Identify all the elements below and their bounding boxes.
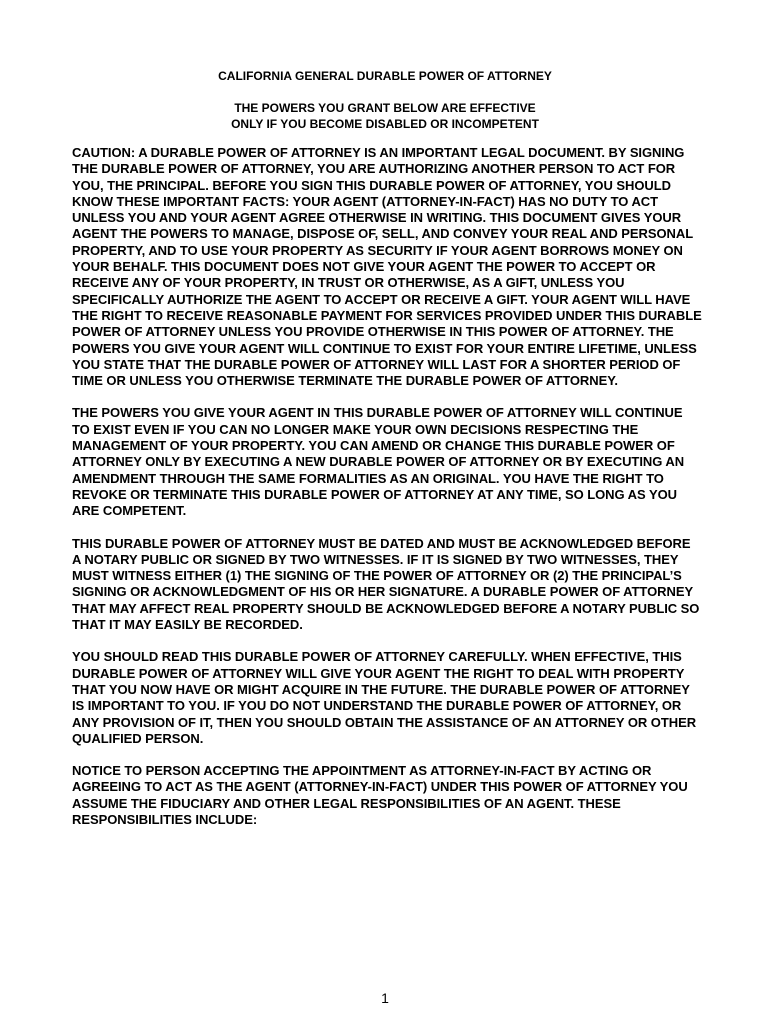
document-body — [72, 145, 702, 844]
page-number: 1 — [381, 990, 389, 1006]
read-carefully-paragraph: YOU SHOULD READ THIS DURABLE POWER OF ATTORNEY CAREFULLY. WHEN EFFECTIVE, THIS DURABLE POWER OF ATTORNEY WILL GIVE YOUR AGENT THE RIGHT TO DEAL WITH PROPERTY THAT YOU NOW HAVE OR MIGHT ACQUIRE IN THE FUTURE. THE DURABLE POWER OF ATTORNEY IS IMPORTANT TO YOU. IF YOU DO NOT UNDERSTAND THE DURABLE POWER OF ATTORNEY, OR ANY PROVISION OF IT, THEN YOU SHOULD OBTAIN THE ASSISTANCE OF AN ATTORNEY OR OTHER QUALIFIED PERSON. — [72, 649, 697, 746]
execution-requirements-paragraph: THIS DURABLE POWER OF ATTORNEY MUST BE DATED AND MUST BE ACKNOWLEDGED BEFORE A NOTARY PUBLIC OR SIGNED BY TWO WITNESSES. IF IT IS SIGNED BY TWO WITNESSES, THEY MUST WITNESS EITHER (1) THE SIGNING OF THE POWER OF ATTORNEY OR (2) THE PRINCIPAL’S SIGNING OR ACKNOWLEDGMENT OF HIS OR HER SIGNATURE. A DURABLE POWER OF ATTORNEY THAT MAY AFFECT REAL PROPERTY SHOULD BE ACKNOWLEDGED BEFORE A NOTARY PUBLIC SO THAT IT MAY EASILY BE RECORDED. — [72, 535, 700, 633]
agent-notice-paragraph: NOTICE TO PERSON ACCEPTING THE APPOINTMENT AS ATTORNEY-IN-FACT BY ACTING OR AGREEING TO ACT AS THE AGENT (ATTORNEY-IN-FACT) UNDER THIS POWER OF ATTORNEY YOU ASSUME THE FIDUCIARY AND OTHER LEGAL RESPONSIBILITIES OF AN AGENT. THESE RESPONSIBILITIES INCLUDE: — [72, 763, 688, 827]
powers-continue-paragraph: THE POWERS YOU GIVE YOUR AGENT IN THIS DURABLE POWER OF ATTORNEY WILL CONTINUE TO EXIST EVEN IF YOU CAN NO LONGER MAKE YOUR OWN DECISIONS RESPECTING THE MANAGEMENT OF YOUR PROPERTY. YOU CAN AMEND OR CHANGE THIS DURABLE POWER OF ATTORNEY ONLY BY EXECUTING A NEW DURABLE POWER OF ATTORNEY OR BY EXECUTING AN AMENDMENT THROUGH THE SAME FORMALITIES AS AN ORIGINAL. YOU HAVE THE RIGHT TO REVOKE OR TERMINATE THIS DURABLE POWER OF ATTORNEY AT ANY TIME, SO LONG AS YOU ARE COMPETENT. — [72, 405, 685, 519]
document-title: CALIFORNIA GENERAL DURABLE POWER OF ATTORNEY — [218, 69, 552, 83]
subtitle-line-2: ONLY IF YOU BECOME DISABLED OR INCOMPETENT — [231, 117, 539, 131]
subtitle-line-1: THE POWERS YOU GRANT BELOW ARE EFFECTIVE — [234, 101, 536, 115]
caution-paragraph: CAUTION: A DURABLE POWER OF ATTORNEY IS AN IMPORTANT LEGAL DOCUMENT. BY SIGNING THE DURABLE POWER OF ATTORNEY, YOU ARE AUTHORIZING ANOTHER PERSON TO ACT FOR YOU, THE PRINCIPAL. BEFORE YOU SIGN THIS DURABLE POWER OF ATTORNEY, YOU SHOULD KNOW THESE IMPORTANT FACTS: YOUR AGENT (ATTORNEY-IN-FACT) HAS NO DUTY TO ACT UNLESS YOU AND YOUR AGENT AGREE OTHERWISE IN WRITING. THIS DOCUMENT GIVES YOUR AGENT THE POWERS TO MANAGE, DISPOSE OF, SELL, AND CONVEY YOUR REAL AND PERSONAL PROPERTY, AND TO USE YOUR PROPERTY AS SECURITY IF YOUR AGENT BORROWS MONEY ON YOUR BEHALF. THIS DOCUMENT DOES NOT GIVE YOUR AGENT THE POWER TO ACCEPT OR RECEIVE ANY OF YOUR PROPERTY, IN TRUST OR OTHERWISE, AS A GIFT, UNLESS YOU SPECIFICALLY AUTHORIZE THE AGENT TO ACCEPT OR RECEIVE A GIFT. YOUR AGENT WILL HAVE THE RIGHT TO RECEIVE REASONABLE PAYMENT FOR SERVICES PROVIDED UNDER THIS DURABLE POWER OF ATTORNEY UNLESS YOU PROVIDE OTHERWISE IN THIS POWER OF ATTORNEY. THE POWERS YOU GIVE YOUR AGENT WILL CONTINUE TO EXIST FOR YOUR ENTIRE LIFETIME, UNLESS YOU STATE THAT THE DURABLE POWER OF ATTORNEY WILL LAST FOR A SHORTER PERIOD OF TIME OR UNLESS YOU OTHERWISE TERMINATE THE DURABLE POWER OF ATTORNEY. — [72, 145, 702, 389]
document-subtitle — [0, 100, 770, 132]
